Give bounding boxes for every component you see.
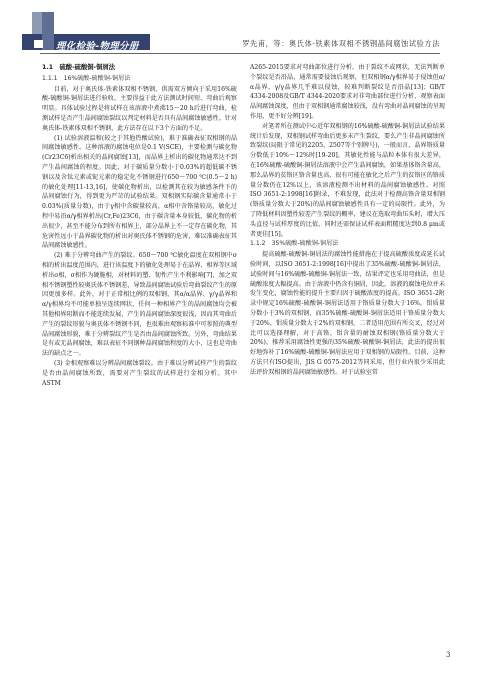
subsection-heading: 1.1.1 16%硫酸-硫酸铜-铜屑法	[42, 74, 131, 82]
body-paragraph: 目前，对于奥氏体-铁素体双相不锈钢，供需双方倾向于采用16%硫酸-硫酸铜-铜屑法进行验收，主要得益于此方法测试时间短、弯曲后观察明显。具体试验过程是将试样在该溶液中煮沸15～20 h后进行弯曲，检测试样是否产生晶间腐蚀裂纹以判定材料是否具有晶间腐蚀敏感性。针对奥氏体-铁素体双相不锈钢，此方法存在以下3个方面的不足。	[42, 85, 237, 132]
body-paragraph: (2) 难于分辨弯曲产生的裂纹。650～700 ℃敏化温度在双相钢中σ相的析出温度范围内，进行该温度下的敏化处理易于在晶界、相界等区域析出σ相，σ相作为硬脆相，对材料的塑、韧性产生不利影响[7]，加之双相不锈钢塑性较奥氏体不锈钢差，导致晶间腐蚀试验后弯曲裂纹产生的原因更加多样。此外，对于正常相比例的双相钢，其α/α晶界、γ/γ晶界和α/γ相界均不可能单独呈连续网状，任何一种相界产生的晶间腐蚀均会被其他相界阻断而不能连续发展，产生的晶间腐蚀深度很浅，因而其弯曲后产生的裂纹形貌与奥氏体不锈钢不同，也很难由观察标准中可参照的典型晶间腐蚀形貌，难于分辨裂纹产生是否由晶间腐蚀所致。另外，弯曲结果是有或无晶间腐蚀，难以表征不同钢种晶间腐蚀程度的大小，这也是弯曲法的缺点之一。	[42, 252, 237, 358]
body-paragraph: (3) 金相观察难以分辨晶间腐蚀裂纹。由于难以分辨试样产生的裂纹是否由晶间腐蚀所致，需要对产生裂纹的试样进行金相分析。其中ASTM	[42, 359, 237, 387]
page-header	[0, 0, 480, 56]
body-paragraph: 提高硫酸-硫酸铜-铜屑法的腐蚀性能措施在于提高硫酸浓度或延长试验时间，以ISO 3651-2:1998[16]中提出了35%硫酸-硫酸铜-铜屑法，试验时间与16%硫酸-硫酸铜-铜屑法一致，结果评定也采用弯曲法，但是硫酸浓度大幅提高。由于溶液中仍含有铜屑，因此，溶液的腐蚀电位并未发生变化，腐蚀性能的提升主要归因于硫酸浓度的提高。ISO 3651-2附录中规定16%硫酸-硫酸铜-铜屑法适用于铬质量分数大于16%，钼质量分数小于3%的双相钢，而35%硫酸-硫酸铜-铜屑法适用于铬质量分数大于20%、钼质量分数大于2%的双相钢，二者适用范围有所交叉，经过对比可以选择理解，对于高铬、钼含量的耐蚀双相钢(铬质量分数大于20%)，推荐采用腐蚀性更强的35%硫酸-硫酸铜-铜屑法，此法的提出很好地弥补了16%硫酸-硫酸铜-铜屑法应用于双相钢的局限性。目前，这种方法只有ISO提出，JIS G 0575-2012等同采用，但行业内很少采用此法评价双相钢的晶间腐蚀敏感性。对于试验室常	[250, 251, 445, 376]
page-number: 3	[446, 651, 451, 659]
journal-logo	[22, 10, 150, 52]
body-paragraph: (1) 试验溶液温和(较之于其他热酸试验)，难于准确表征双相钢的晶间腐蚀敏感性。这种溶液的腐蚀电位是0.1 V(SCE)，主要检测与碳化物(Cr23C6)析出相关的晶间腐蚀[13]，而晶界上析出的碳化物通常达不到产生晶间腐蚀的程度。因此，对于碳质量分数小于0.03%的超低碳不锈钢以及含钛元素或铌元素的稳定化不锈钢进行650～700 ℃(0.5～2 h)的敏化处理[11-13,16]，使碳化物析出，以检测其在较为敏感条件下的晶间腐蚀行为，得到更为严苛的试验结果。双相钢实际碳含量通常小于0.03%(质量分数)，由于γ相中含碳量较高，α相中含铬量较高，敏化过程中易沿α/γ相界析出(Cr,Fe)23C6，由于碳含量本身较低，碳化物的析出很少，甚至不能分布到所有相界上，部分晶界上不一定存在碳化物，其危害性远小于晶界碳化物的析出对奥氏体不锈钢的危害，难以准确表征其晶间腐蚀敏感性。	[42, 134, 237, 250]
subsection-heading: 1.1.2 35%硫酸-硫酸铜-铜屑法	[250, 240, 339, 248]
section-heading: 1.1 硫酸-硫酸铜-铜屑法	[42, 64, 116, 71]
body-paragraph: 对笔者所在测试中心近年双相钢的16%硫酸-硫酸铜-铜屑法试验结果统计后发现，双相钢试样弯曲后更多未产生裂纹，要么产生非晶间腐蚀所致裂纹(局限于常见的2205、2507等个别牌号)，一般而言，晶界铬质量分数低于10%～12%时[19-20]，其敏化性能与晶粒本体有很大差异，在16%硫酸-硫酸铜-铜屑法溶液中会产生晶间腐蚀，如果基体铬含量高，那么晶界的贫铬区铬含量也高，很有可能在敏化之后产生的贫铬区的铬质量分数仍在12%以上，该溶液检测不出材料的晶间腐蚀敏感性。对照ISO 3651-2:1998[16]附录，不难发现，此法对于检测高铬含量双相钢(铬质量分数大于20%)的晶间腐蚀敏感性具有一定的局限性。此外，为了降低材料因塑性较差产生裂纹的概率，建议在选取弯曲压头时，增大压头直径与试样厚度的比值，同时还需保证试样表面粗糙度达到0.8 μm或者更佳[15]。	[250, 122, 445, 238]
header-divider	[40, 53, 440, 54]
running-head: 罗先甫，等：奥氏体-铁素体双相不锈钢晶间腐蚀试验方法	[242, 39, 440, 48]
right-column	[250, 63, 445, 378]
left-column	[42, 63, 237, 388]
journal-logo-text: 理化检验-物理分册	[56, 41, 139, 52]
body-paragraph: A265-2015要求对弯曲部位进行分析，由于裂纹不或网状，无法判断单个裂纹是否沿晶，通常需要侵蚀后观察，但双相钢α/γ相界易于侵蚀但α/α晶界、γ/γ晶界几乎难以侵蚀，较难判断裂纹是否沿晶[13]；GB/T 4334-2008及GB/T 4344-2020要求对非弯曲部位进行分析，观察表面晶间腐蚀深度，但由于双相钢通常腐蚀较浅，没有弯曲对晶间腐蚀的呈现作用，更不好分辨[19]。	[250, 64, 445, 120]
